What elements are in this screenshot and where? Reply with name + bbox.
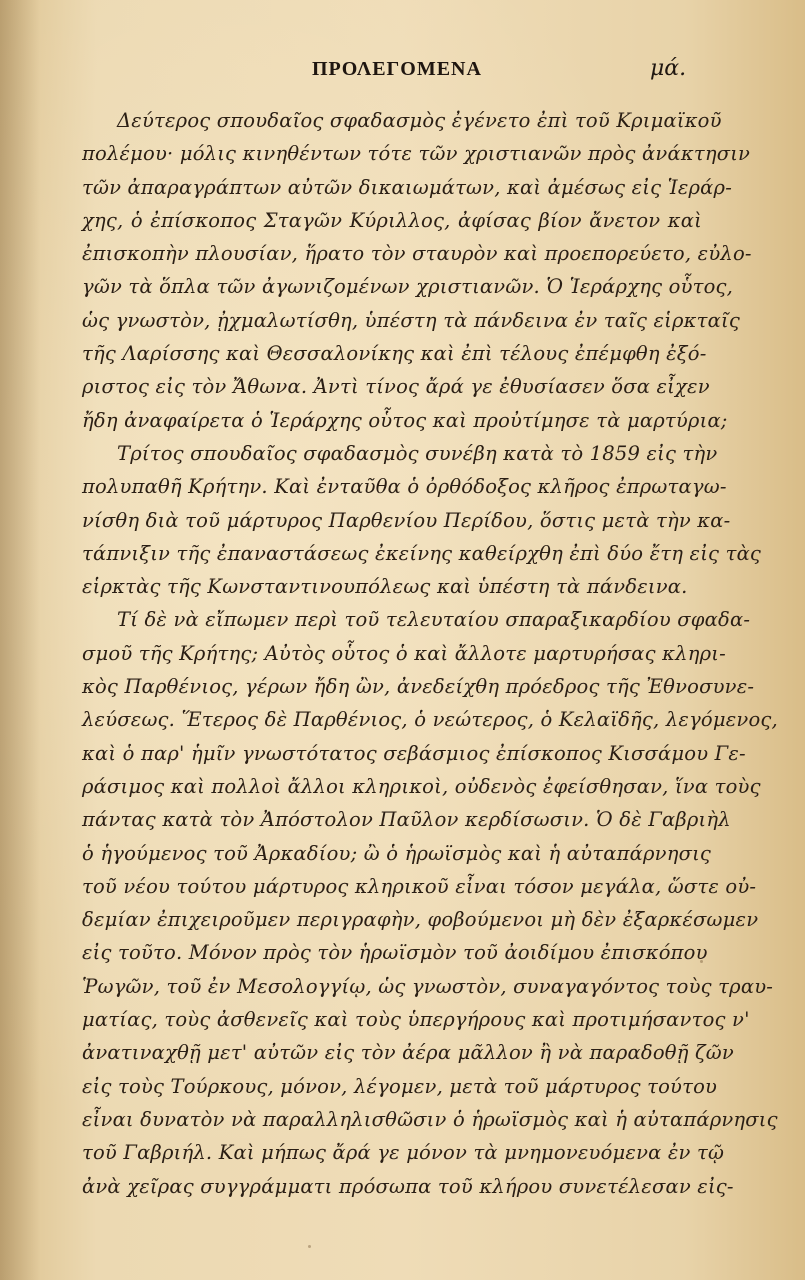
text-line: χης, ὁ ἐπίσκοπος Σταγῶν Κύριλλος, ἀφίσας βίον ἄνετον καὶ <box>82 208 702 232</box>
text-line: πολέμου· μόλις κινηθέντων τότε τῶν χριστιανῶν πρὸς ἀνάκτησιν <box>82 142 751 166</box>
text-line: πολυπαθῆ Κρήτην. Καὶ ἐνταῦθα ὁ ὀρθόδοξος κλῆρος ἐπρωταγω- <box>82 475 727 499</box>
text-line: ὁ ἡγούμενος τοῦ Ἀρκαδίου; ὢ ὁ ἡρωϊσμὸς καὶ ἡ αὐταπάρνησις <box>82 841 712 865</box>
text-line: εἶναι δυνατὸν νὰ παραλληλισθῶσιν ὁ ἡρωϊσμὸς καὶ ἡ αὐταπάρνησις <box>82 1107 778 1131</box>
body-text <box>82 104 778 1203</box>
text-line: ἀνατιναχθῇ μετ' αὐτῶν εἰς τὸν ἀέρα μᾶλλον ἢ νὰ παραδοθῇ ζῶν <box>82 1041 734 1065</box>
text-line: Τί δὲ νὰ εἴπωμεν περὶ τοῦ τελευταίου σπαραξικαρδίου σφαδα- <box>117 608 751 632</box>
text-line: εἰς τοὺς Τούρκους, μόνον, λέγομεν, μετὰ τοῦ μάρτυρος τούτου <box>82 1074 718 1098</box>
text-line: δεμίαν ἐπιχειροῦμεν περιγραφὴν, φοβούμενοι μὴ δὲν ἐξαρκέσωμεν <box>82 908 759 932</box>
page-edge-shadow <box>0 0 40 1280</box>
text-line: τοῦ Γαβριήλ. Καὶ μήπως ἄρά γε μόνον τὰ μνημονευόμενα ἐν τῷ <box>82 1141 725 1165</box>
text-line: ἀνὰ χεῖρας συγγράμματι πρόσωπα τοῦ κλήρου συνετέλεσαν εἰς- <box>82 1174 734 1198</box>
text-line: ἐπισκοπὴν πλουσίαν, ἥρατο τὸν σταυρὸν καὶ προεπορεύετο, εὐλο- <box>82 242 752 266</box>
paper-speck <box>308 1245 311 1248</box>
text-line: τῆς Λαρίσσης καὶ Θεσσαλονίκης καὶ ἐπὶ τέλους ἐπέμφθη ἐξό- <box>82 342 707 366</box>
running-title: ΠΡΟΛΕΓΟΜΕΝΑ <box>312 58 482 80</box>
text-line: τάπνιξιν τῆς ἐπαναστάσεως ἐκείνης καθείρχθη ἐπὶ δύο ἔτη εἰς τὰς <box>82 541 762 565</box>
text-line: τοῦ νέου τούτου μάρτυρος κληρικοῦ εἶναι τόσον μεγάλα, ὥστε οὐ- <box>82 874 757 898</box>
page-number: μά. <box>650 56 687 81</box>
text-line: ριστος εἰς τὸν Ἄθωνα. Ἀντὶ τίνος ἄρά γε ἐθυσίασεν ὅσα εἶχεν <box>82 375 710 399</box>
text-line: ὡς γνωστὸν, ᾐχμαλωτίσθη, ὑπέστη τὰ πάνδεινα ἐν ταῖς εἱρκταῖς <box>82 308 740 332</box>
page-header <box>0 52 805 86</box>
text-line: πάντας κατὰ τὸν Ἀπόστολον Παῦλον κερδίσωσιν. Ὁ δὲ Γαβριὴλ <box>82 808 731 832</box>
text-line: Τρίτος σπουδαῖος σφαδασμὸς συνέβη κατὰ τὸ 1859 εἰς τὴν <box>117 441 718 465</box>
text-line: γῶν τὰ ὅπλα τῶν ἀγωνιζομένων χριστιανῶν. Ὁ Ἱεράρχης οὗτος, <box>82 275 734 299</box>
text-line: εἱρκτὰς τῆς Κωνσταντινουπόλεως καὶ ὑπέστη τὰ πάνδεινα. <box>82 575 688 599</box>
text-line: ματίας, τοὺς ἀσθενεῖς καὶ τοὺς ὑπεργήρους καὶ προτιμήσαντος ν' <box>82 1008 750 1032</box>
text-line: κὸς Παρθένιος, γέρων ἤδη ὢν, ἀνεδείχθη πρόεδρος τῆς Ἐθνοσυνε- <box>82 675 755 699</box>
text-line: τῶν ἀπαραγράπτων αὐτῶν δικαιωμάτων, καὶ ἀμέσως εἰς Ἱεράρ- <box>82 175 733 199</box>
text-line: καὶ ὁ παρ' ἡμῖν γνωστότατος σεβάσμιος ἐπίσκοπος Κισσάμου Γε- <box>82 741 746 765</box>
text-line: νίσθη διὰ τοῦ μάρτυρος Παρθενίου Περίδου, ὅστις μετὰ τὴν κα- <box>82 508 731 532</box>
text-line: σμοῦ τῆς Κρήτης; Αὐτὸς οὗτος ὁ καὶ ἄλλοτε μαρτυρήσας κληρι- <box>82 641 726 665</box>
text-line: ράσιμος καὶ πολλοὶ ἄλλοι κληρικοὶ, οὐδενὸς ἐφείσθησαν, ἵνα τοὺς <box>82 774 761 798</box>
text-line: λεύσεως. Ἕτερος δὲ Παρθένιος, ὁ νεώτερος, ὁ Κελαϊδῆς, λεγόμενος, <box>82 708 778 732</box>
text-line: ἤδη ἀναφαίρετα ὁ Ἱεράρχης οὗτος καὶ προὐτίμησε τὰ μαρτύρια; <box>82 408 728 432</box>
text-line: Δεύτερος σπουδαῖος σφαδασμὸς ἐγένετο ἐπὶ τοῦ Κριμαϊκοῦ <box>117 109 722 132</box>
text-line: εἰς τοῦτο. Μόνον πρὸς τὸν ἡρωϊσμὸν τοῦ ἀοιδίμου ἐπισκόπου <box>82 941 708 965</box>
text-line: Ῥωγῶν, τοῦ ἐν Μεσολογγίῳ, ὡς γνωστὸν, συναγαγόντος τοὺς τραυ- <box>82 974 774 998</box>
